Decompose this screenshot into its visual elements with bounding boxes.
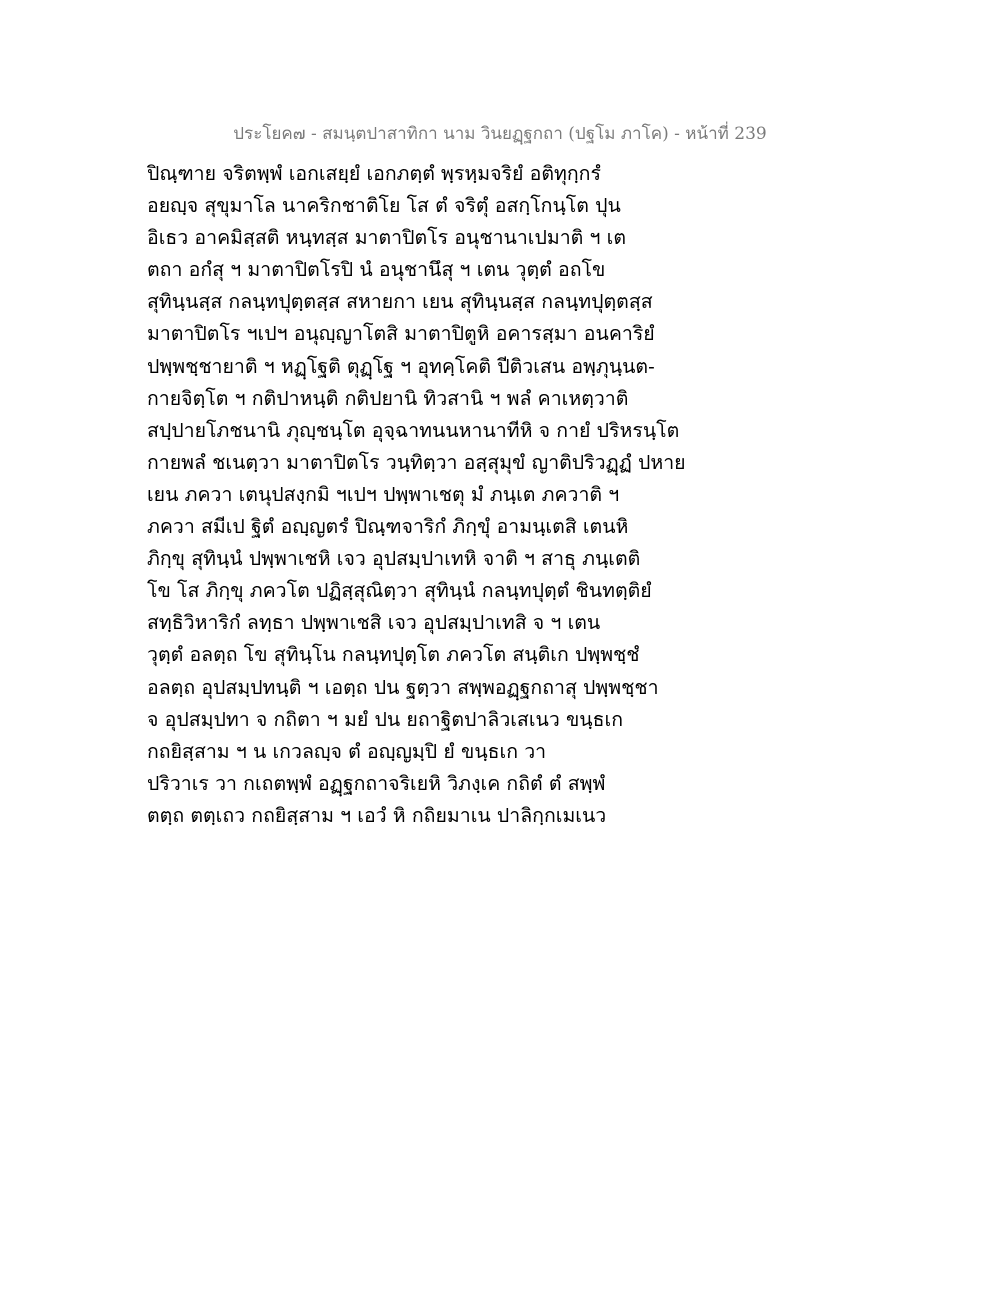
text-line: กายจิตฺโต ฯ กติปาหนฺติ กติปยานิ ทิวสานิ ฯ พลํ คาเหตฺวาติ <box>147 386 629 410</box>
text-line: อลตฺถ อุปสมฺปทนฺติ ฯ เอตฺถ ปน ฐตฺวา สพฺพอฏฺฐกถาสุ ปพฺพชฺชา <box>147 675 659 699</box>
text-line: จ อุปสมฺปทา จ กถิตา ฯ มยํ ปน ยถาฐิตปาลิวเสเนว ขนฺธเก <box>147 707 624 731</box>
text-line: มาตาปิตโร ฯเปฯ อนุญฺญาโตสิ มาตาปิตูหิ อคารสฺมา อนคาริยํ <box>147 322 655 346</box>
text-line: กายพลํ ชเนตฺวา มาตาปิตโร วนฺทิตฺวา อสฺสุมุขํ ญาติปริวฏฺฏํ ปหาย <box>147 450 686 474</box>
text-line: ตถา อกํสุ ฯ มาตาปิตโรปิ นํ อนุชานึสุ ฯ เตน วุตฺตํ อถโข <box>147 258 606 282</box>
text-line: ปริวาเร วา กเถตพฺพํ อฏฺฐกถาจริเยหิ วิภงฺเค กถิตํ ตํ สพฺพํ <box>147 771 606 795</box>
text-line: กถยิสฺสาม ฯ น เกวลญฺจ ตํ อญฺญมฺปิ ยํ ขนฺธเก วา <box>147 739 547 763</box>
text-line: โข โส ภิกฺขุ ภควโต ปฏิสฺสุณิตฺวา สุทินฺนํ กลนฺทปุตฺตํ ชินทตฺติยํ <box>147 579 652 603</box>
text-line: อยญฺจ สุขุมาโล นาคริกชาติโย โส ตํ จริตุํ อสกฺโกนฺโต ปุน <box>147 194 621 218</box>
body-text <box>147 158 867 832</box>
text-line: สุทินฺนสฺส กลนฺทปุตฺตสฺส สหายกา เยน สุทินฺนสฺส กลนฺทปุตฺตสฺส <box>147 290 653 314</box>
text-line: ปพฺพชฺชายาติ ฯ หฏฺโฐติ ตุฏฺโฐ ฯ อุทคฺโคติ ปีติวเสน อพฺภุนฺนต- <box>147 354 655 378</box>
text-line: ภิกฺขุ สุทินฺนํ ปพฺพาเชหิ เจว อุปสมฺปาเทหิ จาติ ฯ สาธุ ภนฺเตติ <box>147 547 641 571</box>
text-line: วุตฺตํ อลตฺถ โข สุทินฺโน กลนฺทปุตฺโต ภควโต สนฺติเก ปพฺพชฺชํ <box>147 643 640 667</box>
text-line: ภควา สมีเป ฐิตํ อญฺญตรํ ปิณฺฑจาริกํ ภิกฺขุํ อามนฺเตสิ เตนหิ <box>147 515 629 539</box>
text-line: เยน ภควา เตนุปสงฺกมิ ฯเปฯ ปพฺพาเชตุ มํ ภนฺเต ภควาติ ฯ <box>147 482 620 506</box>
running-header: ประโยค๗ - สมนฺตปาสาทิกา นาม วินยฏฺฐกถา (ปฐโม ภาโค) - หน้าที่ 239 <box>233 124 767 144</box>
text-line: ปิณฺฑาย จริตพฺพํ เอกเสยฺยํ เอกภตฺตํ พฺรหฺมจริยํ อติทุกฺกรํ <box>147 162 601 185</box>
text-line: สปฺปายโภชนานิ ภุญฺชนฺโต อุจฺฉาทนนหานาทีหิ จ กายํ ปริหรนฺโต <box>147 418 680 442</box>
text-line: สทฺธิวิหาริกํ ลทฺธา ปพฺพาเชสิ เจว อุปสมฺปาเทสิ จ ฯ เตน <box>147 611 601 635</box>
text-line: อิเธว อาคมิสฺสติ หนฺทสฺส มาตาปิตโร อนุชานาเปมาติ ฯ เต <box>147 226 626 250</box>
text-line: ตตฺถ ตตฺเถว กถยิสฺสาม ฯ เอวํ หิ กถิยมาเน ปาลิกฺกเมเนว <box>147 803 607 827</box>
